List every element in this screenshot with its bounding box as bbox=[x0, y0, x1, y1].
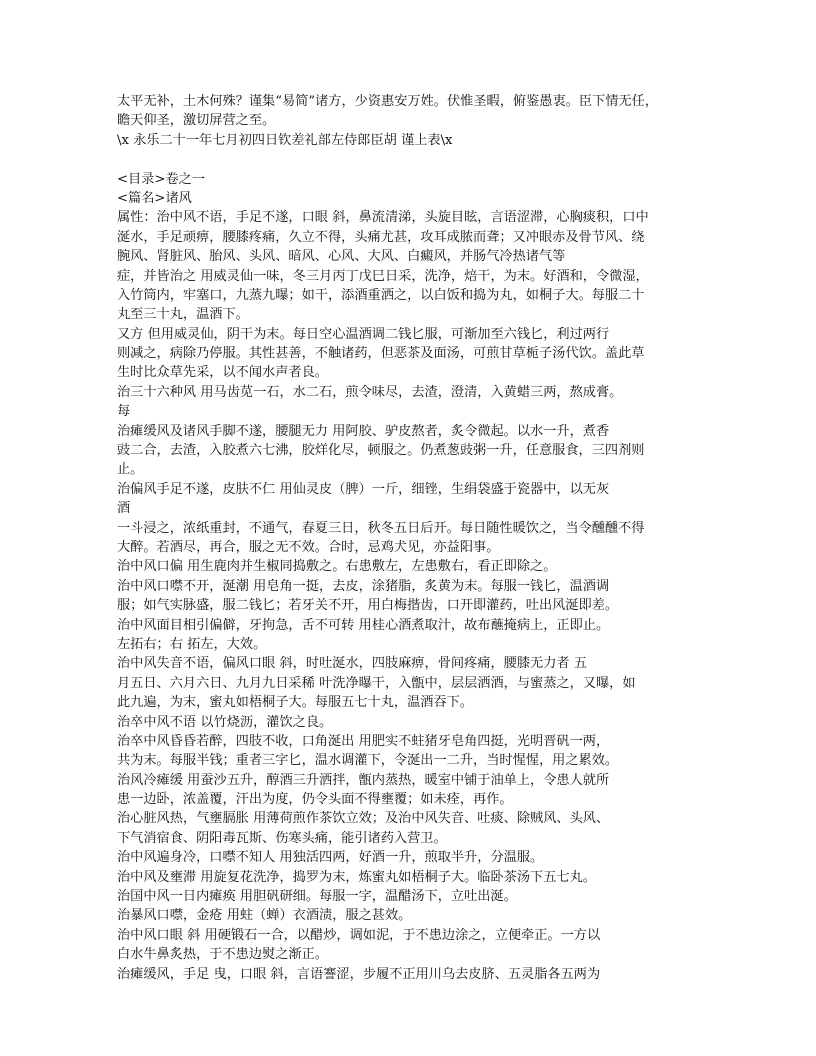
text-line: 白水牛鼻炙热，于不患边熨之渐正。 bbox=[117, 947, 328, 963]
text-line: 治三十六种风 用马齿苋一石，水二石，煎令味尽，去渣，澄清，入黄蜡三两，熬成膏。 bbox=[117, 384, 623, 400]
text-line: 此九遍，为末，蜜丸如梧桐子大。每服五七十丸，温酒吞下。 bbox=[117, 695, 474, 711]
text-line: 治暴风口噤，金疮 用蛀（蝉）衣酒渍，服之甚效。 bbox=[117, 908, 412, 924]
text-line: 服；如气实脉盛，服二钱匕；若牙关不开，用白梅揩齿，口开即灌药，吐出风涎即差。 bbox=[117, 598, 619, 614]
text-line: 治心脏风热，气壅膈胀 用薄荷煎作茶饮立效；及治中风失音、吐痰、除贼风、头风、 bbox=[117, 811, 610, 827]
text-line: 治中风口噤不开，涎潮 用皂角一挺，去皮，涂猪脂，炙黄为末。每服一钱匕，温酒调 bbox=[117, 578, 610, 594]
text-line: 治卒中风昏昏若醉，四肢不收，口角涎出 用肥实不蛀猪牙皂角四挺，光明晋矾一两， bbox=[117, 733, 610, 749]
text-line: 则减之，病除乃停服。其性甚善，不触诸药，但恶茶及面汤，可煎甘草栀子汤代饮。盖此草 bbox=[117, 346, 645, 362]
text-line: 丸至三十丸，温酒下。 bbox=[117, 307, 249, 323]
text-line: 入竹筒内，牢塞口，九蒸九曝；如干，添酒重洒之，以白饭和捣为丸，如桐子大。每服二十 bbox=[117, 287, 645, 303]
text-line: 治卒中风不语 以竹烧沥，灌饮之良。 bbox=[117, 714, 333, 730]
text-line: \x 永乐二十一年七月初四日钦差礼部左侍郎臣胡 谨上表\x bbox=[117, 132, 453, 148]
text-line: 大醉。若酒尽，再合，服之无不效。合时，忌鸡犬见，亦益阳事。 bbox=[117, 539, 500, 555]
text-line: 治瘫缓风及诸风手脚不遂，腰腿无力 用阿胶、驴皮熬者，炙令微起。以水一升，煮香 bbox=[117, 423, 610, 439]
text-line: 治风冷瘫缓 用蚕沙五升，醇酒三升洒拌，甑内蒸热，暖室中铺于油单上，令患人就所 bbox=[117, 772, 610, 788]
text-line: 症，并皆治之 用威灵仙一味，冬三月丙丁戊巳日采，洗净，焙干，为末。好酒和，令微湿， bbox=[117, 268, 649, 284]
text-line: 下气消宿食、阴阳毒瓦斯、伤寒头痛，能引诸药入营卫。 bbox=[117, 830, 447, 846]
text-line: 治中风遍身冷，口噤不知人 用独活四两，好酒一升，煎取半升，分温服。 bbox=[117, 850, 544, 866]
text-line: 治中风失音不语，偏风口眼 斜，时吐涎水，四肢麻痹，骨间疼痛，腰膝无力者 五 bbox=[117, 656, 587, 672]
text-line: 属性：治中风不语，手足不遂，口眼 斜，鼻流清涕，头旋目眩，言语涩滞，心胸痰积，口中 bbox=[117, 210, 649, 226]
blank-line bbox=[117, 150, 701, 169]
text-line: 治中风及壅滞 用旋复花洗净，捣罗为末，炼蜜丸如梧桐子大。临卧茶汤下五七丸。 bbox=[117, 869, 596, 885]
text-line: 每 bbox=[117, 404, 131, 420]
text-line: 生时比众草先采，以不闻水声者良。 bbox=[117, 365, 328, 381]
text-line: 腕风、肾脏风、胎风、头风、暗风、心风、大风、白癜风，并肠气冷热诸气等 bbox=[117, 249, 566, 265]
text-line: 治中风口偏 用生鹿肉并生椒同捣敷之。右患敷左，左患敷右，看正即除之。 bbox=[117, 559, 557, 575]
text-line: 治偏风手足不遂，皮肤不仁 用仙灵皮（脾）一斤，细锉，生绢袋盛于瓷器中，以无灰 bbox=[117, 481, 610, 497]
text-line: 左拓右；右 拓左，大效。 bbox=[117, 636, 267, 652]
text-line: 太平无补，土木何殊？谨集“易简”诸方，少资惠安万姓。伏惟圣暇，俯鉴愚衷。臣下情无任， bbox=[117, 94, 658, 109]
text-line: 止。 bbox=[117, 462, 144, 478]
text-line: 涎水，手足顽痹，腰膝疼痛，久立不得，头痛尤甚，攻耳成脓而聋；又冲眼赤及骨节风、绕 bbox=[117, 229, 645, 245]
text-line: 治中风口眼 斜 用硬锻石一合，以醋炒，调如泥，于不患边涂之，立便牵正。一方以 bbox=[117, 927, 601, 943]
document-page bbox=[117, 92, 701, 984]
text-line: 一斗浸之，浓纸重封，不通气，春夏三日，秋冬五日后开。每日随性暖饮之，当令醺醺不得 bbox=[117, 520, 645, 536]
text-line: 治瘫缓风，手足 曳，口眼 斜，言语謇涩，步履不正用川乌去皮脐、五灵脂各五两为 bbox=[117, 966, 601, 982]
text-line: 共为末。每服半钱；重者三字匕，温水调灌下，令涎出一二升，当时惺惺，用之累效。 bbox=[117, 753, 619, 769]
text-line: 豉二合，去渣，入胶煮六七沸，胶烊化尽，顿服之。仍煮葱豉粥一升，任意服食，三四剂则 bbox=[117, 443, 645, 459]
text-line: <篇名>诸风 bbox=[117, 190, 192, 206]
text-line: 治中风面目相引偏僻，牙拘急，舌不可转 用桂心酒煮取汁，故布蘸掩病上，正即止。 bbox=[117, 617, 610, 633]
text-line: 月五日、六月六日、九月九日采稀 叶洗净曝干，入甑中，层层洒酒，与蜜蒸之，又曝，如 bbox=[117, 675, 636, 691]
text-line: <目录>卷之一 bbox=[117, 171, 206, 187]
text-line: 治国中风一日内瘫痪 用胆矾研细。每服一字，温醋汤下，立吐出涎。 bbox=[117, 889, 517, 905]
text-line: 酒 bbox=[117, 501, 131, 517]
text-line: 又方 但用威灵仙，阴干为末。每日空心温酒调二钱匕服，可渐加至六钱匕，利过两行 bbox=[117, 326, 610, 342]
text-line: 患一边卧，浓盖覆，汗出为度，仍令头面不得壅覆；如未痊，再作。 bbox=[117, 792, 513, 808]
text-line: 瞻天仰圣，激切屏营之至。 bbox=[117, 113, 276, 129]
